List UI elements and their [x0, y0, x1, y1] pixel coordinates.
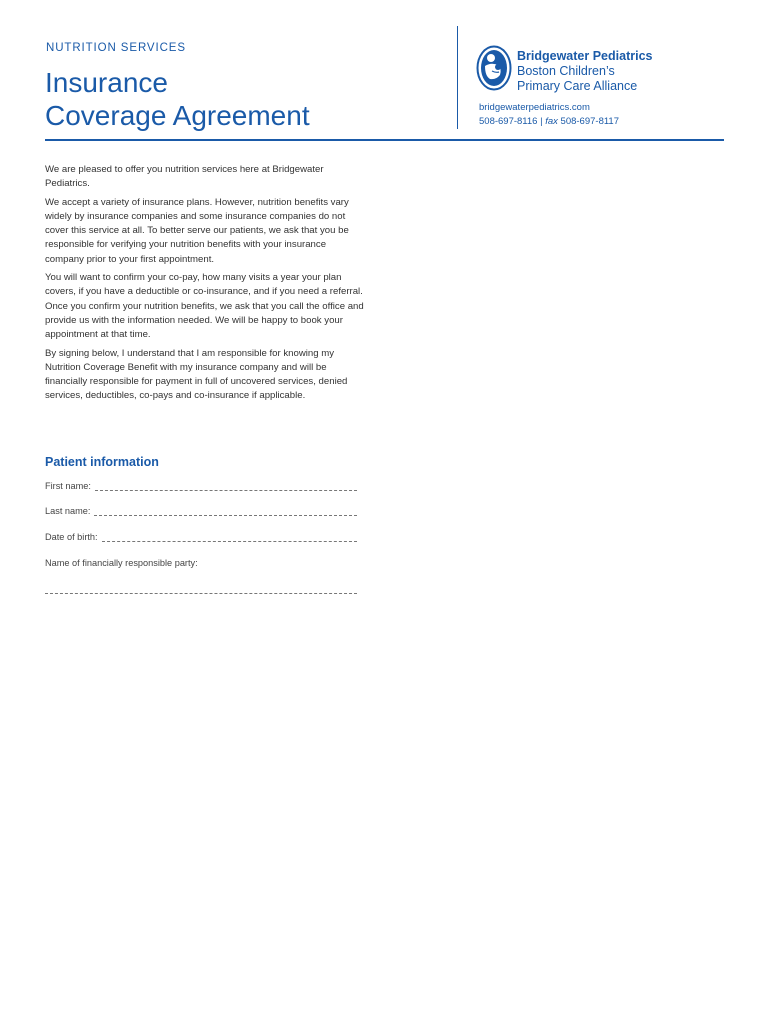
- first-name-field[interactable]: [45, 481, 357, 491]
- header-rule: [45, 139, 724, 141]
- organization-affiliation-line-1: Boston Children’s: [517, 64, 615, 78]
- responsible-party-label: Name of financially responsible party:: [45, 558, 198, 568]
- separator: |: [540, 116, 543, 127]
- organization-affiliation-line-2: Primary Care Alliance: [517, 79, 638, 93]
- paragraph-signing-acknowledgement: By signing below, I understand that I am responsible for knowing my Nutrition Coverage Benefit with my insurance company and will be financially responsible for payment in full of uncovered services, denied services, deductibles, co-pays and co-insurance if applicable.: [45, 347, 348, 402]
- agreement-text: [45, 163, 367, 408]
- website-link[interactable]: bridgewaterpediatrics.com: [479, 102, 590, 113]
- phone-fax-row: [479, 115, 619, 129]
- patient-info-heading: Patient information: [45, 455, 159, 469]
- contact-info: [479, 101, 619, 129]
- first-name-input-line[interactable]: [95, 481, 357, 491]
- title-line-1: Insurance: [45, 67, 168, 98]
- organization-logo: [517, 49, 652, 94]
- header-divider: [457, 26, 458, 129]
- paragraph-confirm-benefits: You will want to confirm your co-pay, how many visits a year your plan covers, if you have a deductible or co-insurance, and if you need a referral. Once you confirm your nutrition benefits, we ask that you call the office and provide us with the information needed. We will be happy to book your appointment at that time.: [45, 272, 364, 341]
- date-of-birth-field[interactable]: [45, 532, 357, 542]
- date-of-birth-input-line[interactable]: [102, 532, 357, 542]
- last-name-field[interactable]: [45, 506, 357, 516]
- last-name-label: Last name:: [45, 506, 91, 516]
- title-line-2: Coverage Agreement: [45, 100, 310, 131]
- mother-and-child-logo-icon: [476, 45, 512, 91]
- fax-number: 508-697-8117: [560, 116, 620, 127]
- first-name-label: First name:: [45, 481, 91, 491]
- responsible-party-input-line[interactable]: [45, 584, 357, 594]
- organization-name: Bridgewater Pediatrics: [517, 49, 653, 63]
- paragraph-insurance-plans: We accept a variety of insurance plans. However, nutrition benefits vary widely by insurance companies and some insurance companies do not cover this service at all. To better serve our patients, we ask that you be responsible for verifying your nutrition benefits with your insurance company prior to your first appointment.: [45, 196, 349, 265]
- date-of-birth-label: Date of birth:: [45, 532, 98, 542]
- page-title: [45, 66, 425, 132]
- fax-label: fax: [545, 116, 558, 127]
- phone-number: 508-697-8116: [479, 116, 538, 127]
- last-name-input-line[interactable]: [94, 506, 357, 516]
- paragraph-welcome: We are pleased to offer you nutrition services here at Bridgewater Pediatrics.: [45, 164, 324, 190]
- section-eyebrow: NUTRITION SERVICES: [46, 42, 186, 54]
